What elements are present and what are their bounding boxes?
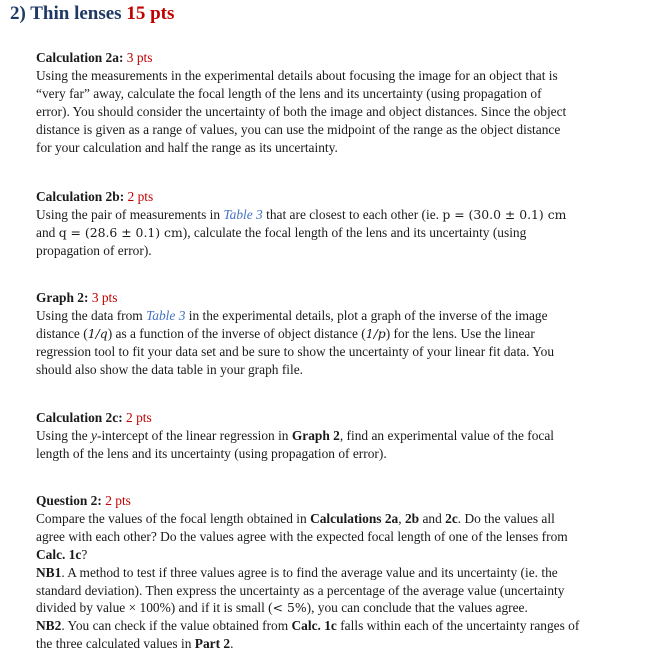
graph-2-points: 3 pts (91, 290, 118, 305)
table-3-link[interactable]: Table 3 (223, 206, 263, 222)
question-2-text: ? (81, 546, 88, 562)
threshold-expression: < 5% (272, 600, 307, 616)
table-3-link[interactable]: Table 3 (146, 307, 186, 323)
graph-2-title: Graph 2: (36, 290, 89, 305)
nb1-line-2: standard deviation). Then express the uncertainty as a percentage of the average value (uncertainty (36, 582, 565, 598)
calc-2b-text: ), calculate the focal length of the lens and its uncertainty (using (182, 224, 527, 240)
inverse-p: 1/p (365, 325, 386, 341)
calculation-2a (36, 49, 606, 156)
question-2-text: . Do the values all (457, 510, 555, 526)
question-2 (36, 492, 606, 653)
calc-2a-points: 3 pts (126, 50, 153, 65)
nb2-text: . (230, 636, 234, 652)
nb1-text: ), you can conclude that the values agree. (306, 600, 528, 616)
graph-2-line-4: should also show the data table in your graph file. (36, 361, 304, 377)
graph-2 (36, 289, 606, 379)
calculation-2c (36, 409, 606, 463)
section-points: 15 pts (126, 3, 175, 24)
calc-2c-text: Using the (36, 427, 92, 443)
calc-2c-text: -intercept of the linear regression in (97, 427, 292, 443)
calc-1c-reference: Calc. 1c (36, 546, 82, 562)
calc-2b-title: Calculation 2b: (36, 189, 125, 204)
calc-2b-points: 2 pts (127, 189, 154, 204)
calc-2c-reference: 2c (445, 510, 458, 526)
nb2-text: falls within each of the uncertainty ranges of (336, 618, 580, 634)
calc-2c-title: Calculation 2c: (36, 410, 123, 425)
p-equation: p = (30.0 ± 0.1) cm (442, 206, 567, 222)
nb2-text: . You can check if the value obtained from (61, 618, 292, 634)
calculations-2a-reference: Calculations 2a (310, 510, 399, 526)
nb1-text: divided by value × 100%) and if it is small ( (36, 600, 273, 616)
calc-2a-line-4: distance is given as a range of values, you can use the midpoint of the range as the object distance (36, 121, 561, 137)
y-variable: y (91, 427, 97, 443)
calc-2c-text: , find an experimental value of the focal (339, 427, 555, 443)
graph-2-text: in the experimental details, plot a graph of the inverse of the image (185, 307, 548, 323)
calc-1c-reference: Calc. 1c (291, 618, 337, 634)
part-2-reference: Part 2 (194, 636, 231, 652)
nb1-text: . A method to test if three values agree is to find the average value and its uncertainty (ie. the (61, 564, 558, 580)
nb1-label: NB1 (36, 564, 62, 580)
calc-2a-line-5: for your calculation and half the range as its uncertainty. (36, 139, 338, 155)
inverse-q: 1/q (87, 325, 108, 341)
nb2-text: the three calculated values in (36, 636, 195, 652)
calc-2a-line-1: Using the measurements in the experimental details about focusing the image for an object that is (36, 67, 558, 83)
question-2-points: 2 pts (105, 493, 131, 508)
section-title: 2) Thin lenses (10, 3, 122, 24)
graph-2-text: distance ( (36, 325, 88, 341)
q-equation: q = (28.6 ± 0.1) cm (58, 224, 183, 240)
calc-2b-line-3: propagation of error). (36, 242, 152, 258)
calc-2b-text: Using the pair of measurements in (36, 206, 224, 222)
separator: , (398, 510, 405, 526)
graph-2-text: ) for the lens. Use the linear (385, 325, 535, 341)
calc-2b-text: that are closest to each other (ie. (262, 206, 443, 222)
question-2-text: Compare the values of the focal length obtained in (36, 510, 311, 526)
nb2-label: NB2 (36, 618, 62, 634)
graph-2-text: Using the data from (36, 307, 147, 323)
graph-2-reference: Graph 2 (291, 427, 340, 443)
calc-2c-line-2: length of the lens and its uncertainty (using propagation of error). (36, 445, 387, 461)
question-2-line-2: agree with each other? Do the values agree with the expected focal length of one of the lenses from (36, 528, 568, 544)
calc-2a-line-2: “very far” away, calculate the focal length of the lens and its uncertainty (using propagation of (36, 85, 542, 101)
calc-2a-title: Calculation 2a: (36, 50, 124, 65)
calc-2a-line-3: error). You should consider the uncertainty of both the image and object distances. Since the object (36, 103, 567, 119)
calculation-2b (36, 188, 606, 260)
separator: and (419, 510, 446, 526)
calc-2b-reference: 2b (404, 510, 420, 526)
section-heading (10, 3, 174, 25)
question-2-title: Question 2: (36, 493, 102, 508)
graph-2-text: ) as a function of the inverse of object distance ( (107, 325, 366, 341)
calc-2b-text: and (36, 224, 59, 240)
graph-2-line-3: regression tool to fit your data set and be sure to show the uncertainty of your linear fit data. You (36, 343, 555, 359)
calc-2c-points: 2 pts (126, 410, 152, 425)
